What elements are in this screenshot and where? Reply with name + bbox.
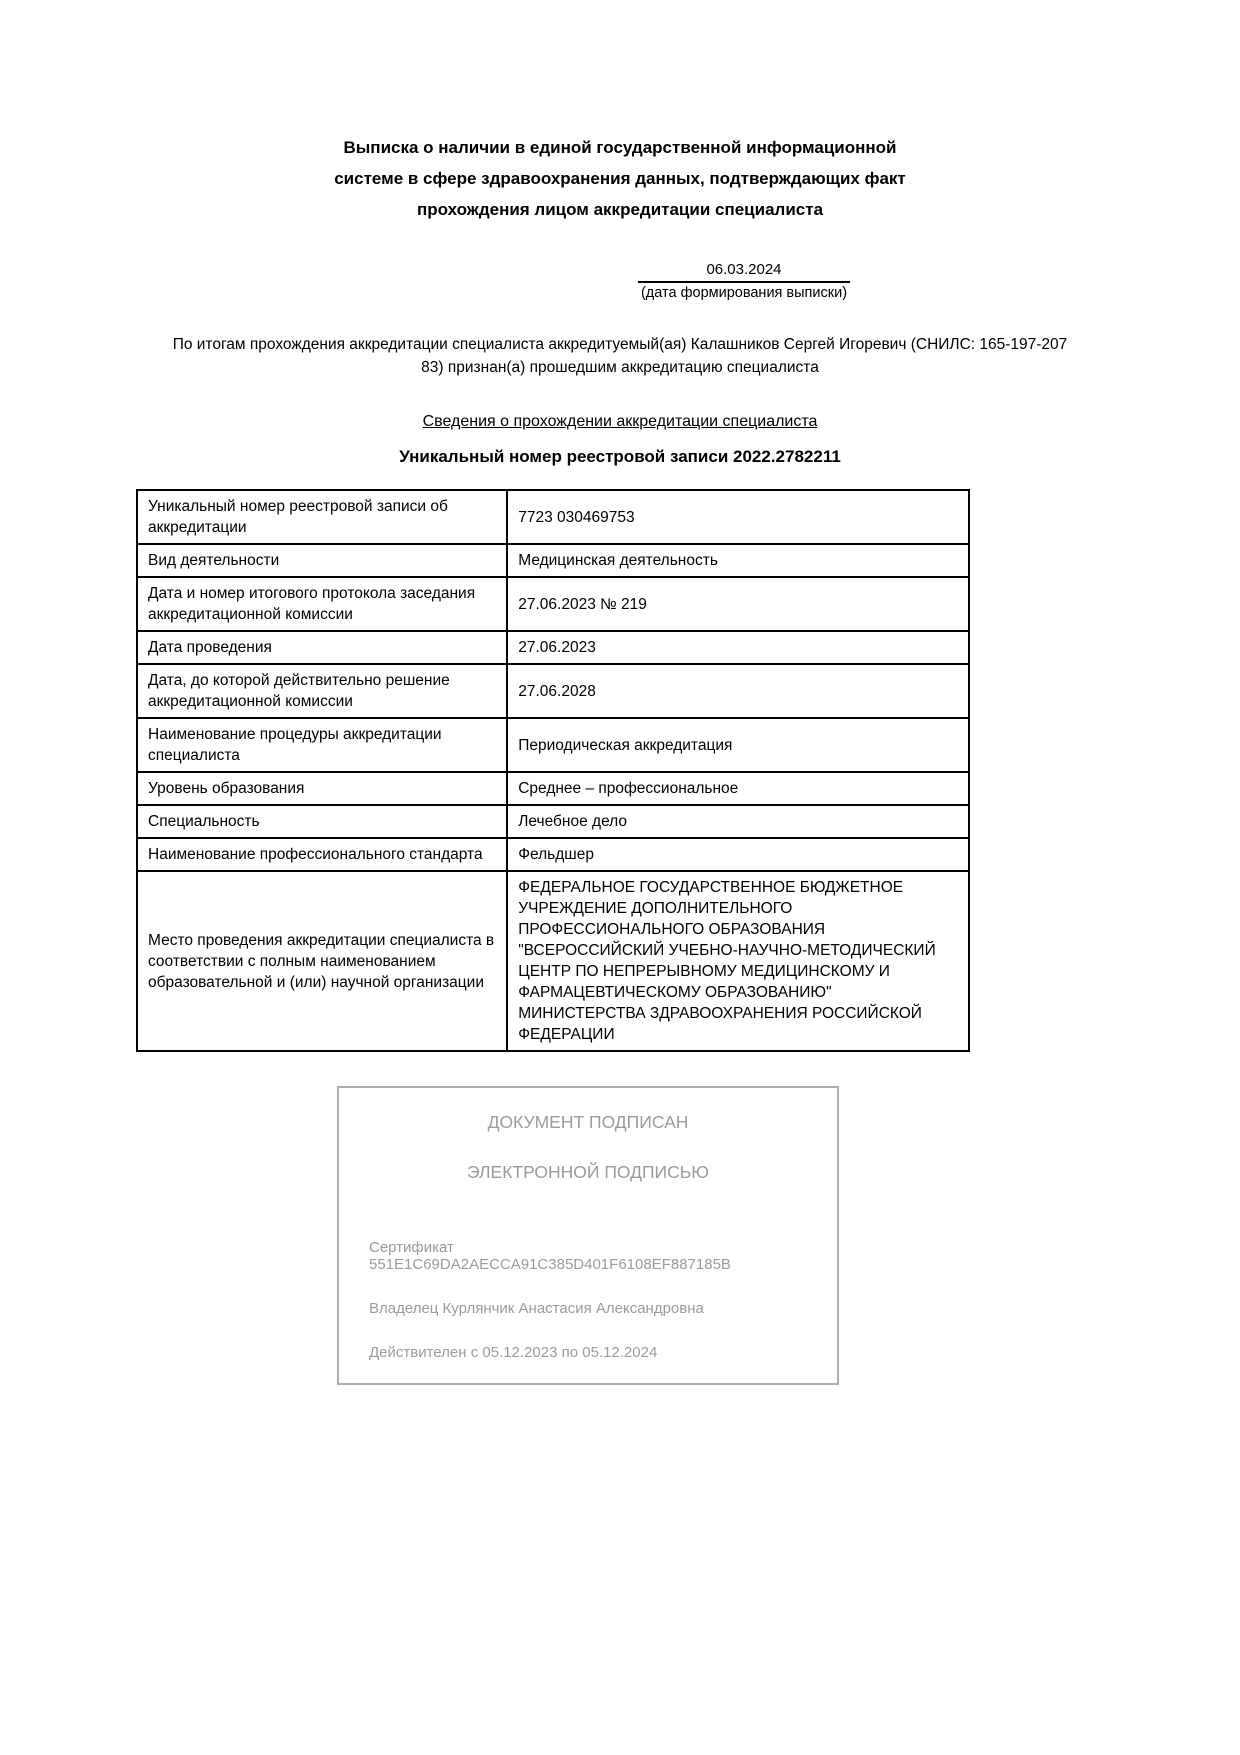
- accreditation-details-table: [136, 489, 970, 1052]
- signature-title-line2: ЭЛЕКТРОННОЙ ПОДПИСЬЮ: [467, 1161, 709, 1182]
- row-label: Дата и номер итогового протокола заседания аккредитационной комиссии: [137, 577, 507, 631]
- row-label: Дата, до которой действительно решение аккредитационной комиссии: [137, 664, 507, 718]
- document-title-line3: прохождения лицом аккредитации специалиста: [416, 200, 824, 219]
- extract-date-block: [638, 261, 850, 301]
- section-heading-underlined: Сведения о прохождении аккредитации специалиста: [422, 413, 818, 430]
- electronic-signature-stamp: [337, 1086, 839, 1385]
- signature-certificate: Сертификат 551E1C69DA2AECCA91C385D401F6108EF887185B: [369, 1239, 731, 1273]
- signature-owner: Владелец Курлянчик Анастасия Александровна: [369, 1300, 704, 1317]
- row-value: Фельдшер: [507, 838, 969, 871]
- table-row: [137, 664, 969, 718]
- row-value: 7723 030469753: [507, 490, 969, 544]
- row-label: Дата проведения: [137, 631, 507, 664]
- signature-title-line1: ДОКУМЕНТ ПОДПИСАН: [487, 1112, 689, 1132]
- table-row: [137, 838, 969, 871]
- extract-date: 06.03.2024: [638, 261, 850, 283]
- document-title: [320, 132, 920, 225]
- row-label: Уникальный номер реестровой записи об аккредитации: [137, 490, 507, 544]
- table-row: [137, 544, 969, 577]
- document-title-line1: Выписка о наличии в единой государственной информационной: [343, 138, 897, 157]
- table-row: [137, 871, 969, 1051]
- row-value: ФЕДЕРАЛЬНОЕ ГОСУДАРСТВЕННОЕ БЮДЖЕТНОЕ УЧРЕЖДЕНИЕ ДОПОЛНИТЕЛЬНОГО ПРОФЕССИОНАЛЬНОГО ОБРАЗОВАНИЯ "ВСЕРОССИЙСКИЙ УЧЕБНО-НАУЧНО-МЕТОДИЧЕСКИЙ ЦЕНТР ПО НЕПРЕРЫВНОМУ МЕДИЦИНСКОМУ И ФАРМАЦЕВТИЧЕСКОМУ ОБРАЗОВАНИЮ" МИНИСТЕРСТВА ЗДРАВООХРАНЕНИЯ РОССИЙСКОЙ ФЕДЕРАЦИИ: [507, 871, 969, 1051]
- row-label: Наименование профессионального стандарта: [137, 838, 507, 871]
- row-value: Среднее – профессиональное: [507, 772, 969, 805]
- row-value: Медицинская деятельность: [507, 544, 969, 577]
- registry-record-number-heading: Уникальный номер реестровой записи 2022.2782211: [399, 447, 841, 466]
- row-value: Периодическая аккредитация: [507, 718, 969, 772]
- table-row: [137, 490, 969, 544]
- table-row: [137, 718, 969, 772]
- row-label: Наименование процедуры аккредитации специалиста: [137, 718, 507, 772]
- document-title-line2: системе в сфере здравоохранения данных, подтверждающих факт: [334, 169, 906, 188]
- extract-date-caption: (дата формирования выписки): [640, 285, 848, 301]
- row-label: Уровень образования: [137, 772, 507, 805]
- row-label: Специальность: [137, 805, 507, 838]
- row-value: Лечебное дело: [507, 805, 969, 838]
- table-row: [137, 577, 969, 631]
- table-row: [137, 772, 969, 805]
- table-row: [137, 631, 969, 664]
- row-value: 27.06.2023 № 219: [507, 577, 969, 631]
- table-row: [137, 805, 969, 838]
- row-label: Место проведения аккредитации специалиста в соответствии с полным наименованием образовательной и (или) научной организации: [137, 871, 507, 1051]
- row-label: Вид деятельности: [137, 544, 507, 577]
- row-value: 27.06.2023: [507, 631, 969, 664]
- accreditation-summary-paragraph: По итогам прохождения аккредитации специалиста аккредитуемый(ая) Калашников Сергей Игоревич (СНИЛС: 165-197-207 83) признан(а) прошедшим аккредитацию специалиста: [172, 336, 1068, 376]
- signature-validity: Действителен с 05.12.2023 по 05.12.2024: [369, 1344, 658, 1361]
- row-value: 27.06.2028: [507, 664, 969, 718]
